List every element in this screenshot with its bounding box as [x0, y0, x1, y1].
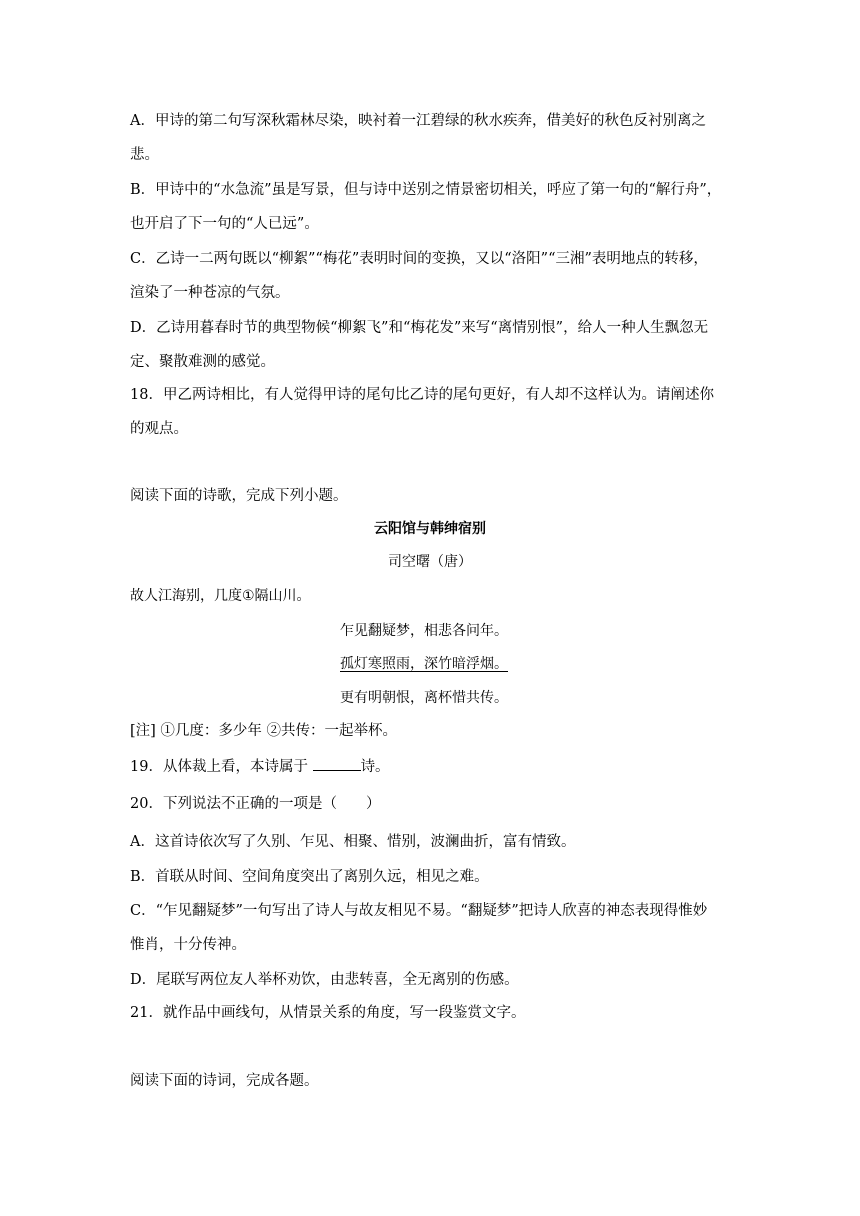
poem-note: [注] ①几度：多少年 ②共传：一起举杯。 [130, 723, 398, 739]
q20-option-b: B．首联从时间、空间角度突出了离别久远，相见之难。 [130, 869, 489, 885]
poem-line-2: 乍见翻疑梦，相悲各问年。 [340, 623, 508, 639]
poem-line-4: 更有明朝恨，离杯惜共传。 [340, 690, 508, 706]
option-a-line2: 悲。 [130, 147, 159, 163]
section2-intro: 阅读下面的诗歌，完成下列小题。 [130, 488, 348, 504]
question-18-line2: 的观点。 [130, 421, 188, 437]
option-c-line2: 渲染了一种苍凉的气氛。 [130, 285, 290, 301]
option-b-line2: 也开启了下一句的“人已远”。 [130, 216, 319, 232]
section3-intro: 阅读下面的诗词，完成各题。 [130, 1073, 319, 1089]
option-b-line1: B．甲诗中的“水急流”虽是写景，但与诗中送别之情景密切相关，呼应了第一句的“解行舟”， [130, 182, 722, 198]
answer-blank [313, 756, 361, 771]
q20-option-c-line1: C．“乍见翻疑梦”一句写出了诗人与故友相见不易。“翻疑梦”把诗人欣喜的神态表现得惟妙 [130, 903, 708, 919]
question-20: 20．下列说法不正确的一项是（ ） [130, 796, 381, 812]
question-19-text: 19．从体裁上看，本诗属于 [130, 759, 313, 775]
q20-option-a: A．这首诗依次写了久别、乍见、相聚、惜别，波澜曲折，富有情致。 [130, 834, 576, 850]
question-21: 21．就作品中画线句，从情景关系的角度，写一段鉴赏文字。 [130, 1005, 526, 1021]
option-a-line1: A．甲诗的第二句写深秋霜林尽染，映衬着一江碧绿的秋水疾奔，借美好的秋色反衬别离之 [130, 113, 706, 129]
question-19-suffix: 诗。 [360, 759, 390, 775]
option-d-line2: 定、聚散难测的感觉。 [130, 354, 275, 370]
poem-title: 云阳馆与韩绅宿别 [374, 521, 486, 537]
option-c-line1: C．乙诗一二两句既以“柳絮”“梅花”表明时间的变换，又以“洛阳”“三湘”表明地点的转移， [130, 251, 708, 267]
q20-option-c-line2: 惟肖，十分传神。 [130, 937, 246, 953]
poem-line-1: 故人江海别，几度①隔山川。 [130, 588, 311, 604]
poem-author: 司空曙（唐） [388, 554, 472, 570]
option-d-line1: D．乙诗用暮春时节的典型物候“柳絮飞”和“梅花发”来写“离情别恨”，给人一种人生飘忽无 [130, 320, 709, 336]
question-18-line1: 18．甲乙两诗相比，有人觉得甲诗的尾句比乙诗的尾句更好，有人却不这样认为。请阐述你 [130, 387, 714, 403]
question-19 [130, 756, 390, 777]
poem-line-3-underlined: 孤灯寒照雨，深竹暗浮烟。 [340, 656, 508, 672]
q20-option-d: D．尾联写两位友人举杯劝饮，由悲转喜，全无离别的伤感。 [130, 972, 519, 988]
